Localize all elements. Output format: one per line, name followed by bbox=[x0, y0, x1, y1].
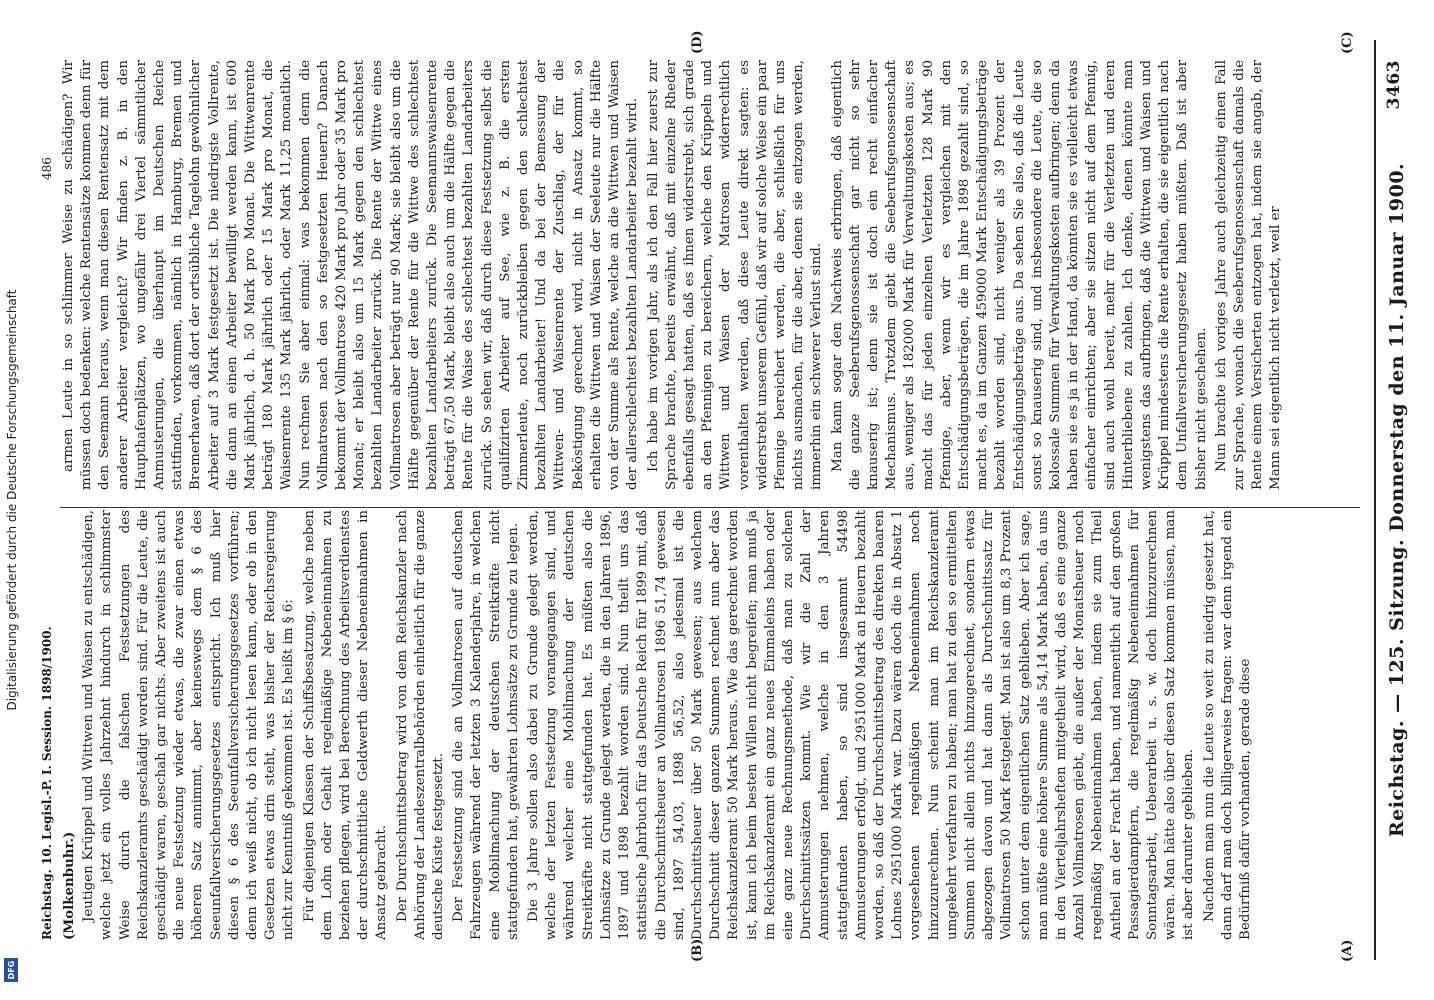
left-paragraph: Der Festsetzung sind die an Vollmatrosen auf deutschen Fahrzeugen während der letzten 3 Kalenderjahre, in welchen eine Mobilmachung der deutschen Streitkräfte nicht stattgefunden hat, gewährten Lohnsätze zu Grunde zu legen. bbox=[451, 510, 521, 940]
page-header bbox=[1380, 60, 1414, 940]
dfg-logo: DFG bbox=[4, 958, 18, 982]
speaker-name: (Molkenbuhr.) bbox=[61, 831, 77, 940]
left-paragraph: Der Durchschnittsbetrag wird von dem Reichskanzler nach Anhörung der Landeszentralbehörden einheitlich für die ganze deutsche Küste festgesetzt. bbox=[394, 510, 447, 940]
left-paragraph: Die 3 Jahre sollen also dabei zu Grunde gelegt werden, welche der letzten Festsetzung vorangegangen sind, und während welcher eine Mobilmachung der deutschen Streitkräfte nicht stattgefunden hat. Es müßten also die Lohnsätze zu Grunde gelegt werden, die in den Jahren 1896, 1897 und 1898 bezahlt worden sind. Nun theilt uns das statistische Jahrbuch für das Deutsche Reich für 1899 mit, daß die Durchschnittsheuer an Vollmatrosen 1896 51,74 gewesen sind, 1897 54,03, 1898 56,52, also jedesmal ist die Durchschnittsheuer über 50 Mark gewesen; aus welchem Durchschnitt dieser ganzen Summen rechnet nun aber das Reichskanzleramt 50 Mark heraus. Wie das gerechnet worden ist, kann ich beim besten Willen nicht begreifen; man muß ja im Reichskanzleramt ein ganz neues Einmaleins haben oder eine ganz neue Rechnungsmethode, daß man zu solchen Durchschnittssätzen kommt. Wie wir die Zahl der Anmusterungen nehmen, welche in den 3 Jahren stattgefunden haben, so sind insgesammt 54498 Anmusterungen erfolgt, und 2951000 Mark an Heuern bezahlt worden, so daß der Durchschnittsbetrag des direkten baaren Lohnes 2951000 Mark war. Dazu wären doch die in Absatz 1 vorgesehenen regelmäßigen Nebeneinnahmen noch hinzuzurechnen. Nun scheint man im Reichskanzleramt umgekehrt verfahren zu haben; man hat zu den so ermittelten Summen nicht allein nichts hinzugerechnet, sondern etwas abgezogen davon und hat dann als Durchschnittssatz für Vollmatrosen 50 Mark festgelegt. Man ist also um 8,3 Prozent schon unter dem eigentlichen Satz geblieben. Aber ich sage, man müßte eine höhere Summe als 54,14 Mark haben, da uns in den Vierteljahrsheften mitgetheilt wird, daß es eine ganze Anzahl Vollmatrosen giebt, die außer der Monatsheuer noch regelmäßig Nebeneinnahmen haben, indem sie zum Theil Antheil an der Fracht haben, und namentlich auf den großen Passagierdampfern, die regelmäßig Nebeneinnahmen für Sonntagsarbeit, Ueberarbeit u. s. w. doch hinzuzurechnen wären. Man hätte also über diesen Satz kommen müssen, man ist aber darunter geblieben. bbox=[526, 510, 1197, 940]
column-divider bbox=[60, 507, 1360, 508]
margin-mark-c: (C) bbox=[1340, 31, 1355, 54]
credit-text: Digitalisierung gefördert durch die Deutsche Forschungsgemeinschaft bbox=[5, 289, 19, 711]
left-paragraph: Für diejenigen Klassen der Schiffsbesatzung, welche neben dem Lohn oder Gehalt regelmäßige Nebeneinnahmen zu beziehen pflegen, wird bei Berechnung des Arbeitsverdienstes der durchschnittliche Geldwerth dieser Nebeneinnahmen in Ansatz gebracht. bbox=[301, 510, 390, 940]
header-title: Reichstag. — 125. Sitzung. Donnerstag den 11. Januar 1900. bbox=[1386, 162, 1408, 838]
digitization-credit bbox=[0, 0, 24, 1000]
margin-mark-b: (B) bbox=[690, 938, 705, 962]
left-paragraph: Nachdem man nun die Leute so weit zu niedrig gesetzt hat, dann darf man doch billigerweise fragen: war denn irgend ein Bedürfniß dafür vorhanden, gerade diese bbox=[1201, 510, 1253, 940]
left-column bbox=[60, 510, 1360, 940]
header-rule bbox=[1374, 40, 1376, 960]
footer-session-info: Reichstag. 10. Legisl.-P. I. Session. 1898/1900. bbox=[40, 626, 54, 940]
footer-page-number: 486 bbox=[40, 157, 54, 180]
left-paragraph: Jeutigen Krüppel und Wittwen und Waisen zu entschädigen, welche jetzt ein volles Jahrzehnt hindurch in schlimmster Weise durch die falschen Festsetzungen des Reichskanzleramts geschädigt worden sind. Für die Leute, die geschädigt waren, geschah gar nichts. Aber zweitens ist auch die neue Festsetzung wieder etwas, die zwar einen etwas höheren Satz annimmt, aber keineswegs dem § 6 des Seeunfallversicherungsgesetzes entspricht. Ich muß hier diesen § 6 des Seeunfallversicherungsgesetzes vorführen; denn ich weiß nicht, ob ich nicht lesen kann, oder ob in den Gesetzen etwas drin steht, was bisher der Reichsregierung nicht zur Kenntniß gekommen ist. Es heißt im § 6: bbox=[81, 510, 297, 940]
page-number: 3463 bbox=[1384, 60, 1404, 110]
margin-mark-a: (A) bbox=[1340, 939, 1355, 962]
right-paragraph: armen Leute in so schlimmer Weise zu schädigen? Wir müssen doch bedenken: welche Rentensätze kommen denn für den Seemann heraus, wenn man diesen Rentensatz mit dem anderer Arbeiter vergleicht? Wir finden z. B. in den Haupthafenplätzen, wo ungefähr drei Viertel sämmtlicher Anmusterungen, die überhaupt im Deutschen Reiche stattfinden, vorkommen, nämlich in Hamburg, Bremen und Bremerhaven, daß dort der ortsübliche Tagelohn gewöhnlicher Arbeiter auf 3 Mark festgesetzt ist. Die niedrigste Vollrente, die dann an einen Arbeiter bewilligt werden kann, ist 600 Mark jährlich, d. h. 50 Mark pro Monat. Die Wittwenrente beträgt 180 Mark jährlich oder 15 Mark pro Monat, die Waisenrente 135 Mark jährlich, oder Mark 11,25 monatlich. Nun rechnen Sie aber einmal: was bekommen denn die Vollmatrosen nach den so festgesetzten Heuern? Danach bekommt der Vollmatrose 420 Mark pro Jahr oder 35 Mark pro Monat; er bleibt also um 15 Mark gegen den schlechtest bezahlten Landarbeiter zurück. Die Rente der Wittwe eines Vollmatrosen aber beträgt nur 90 Mark; sie bleibt also um die Hälfte gegenüber der Rente für die Wittwe des schlechtest bezahlten Landarbeiters zurück. Die Seemannswaisenrente beträgt 67,50 Mark, bleibt also auch um die Hälfte gegen die Rente für die Waise des schlechtest bezahlten Landarbeiters zurück. So sehen wir, daß durch diese Festsetzung selbst die qualifizirten Arbeiter auf See, wie z. B. die ersten Zimmerleute, noch zurückbleiben gegen den schlechtest bezahlten Landarbeiter! Und da bei der Bemessung der Wittwen- und Waisenrente der Zuschlag, der für die Beköstigung gerechnet wird, nicht in Ansatz kommt, so erhalten die Wittwen und Waisen der Seeleute nur die Hälfte von der Summe als Rente, welche an die Wittwen und Waisen der allerschlechtest bezahlten Landarbeiter bezahlt wird. bbox=[61, 60, 641, 490]
margin-mark-d: (D) bbox=[690, 30, 705, 54]
right-paragraph: Ich habe im vorigen Jahr, als ich den Fall hier zuerst zur Sprache brachte, bereits erwähnt, daß mit einzelne Rheder ebenfalls gesagt hatten, daß es ihnen widerstrebt, sich grade an den Pfennigen zu bereichern, welche den Krüppeln und Wittwen und Waisen der Matrosen widerrechtlich vorenthalten werden, daß diese Leute direkt sagten: es widerstrebt unserem Gefühl, daß wir auf solche Weise ein paar Pfennige bereichert werden, die aber, schließlich für uns nichts ausmachen, für die aber, denen sie entzogen werden, immerhin ein schwerer Verlust sind. bbox=[645, 60, 825, 490]
right-paragraph: Nun brachte ich voriges Jahre auch gleichzeitig einen Fall zur Sprache, wonach die Seeberufsgenossenschaft damals die Rente einem Versicherten entzogen hat, indem sie angab, der Mann sei eigentlich nicht verletzt, weil er bbox=[1213, 60, 1284, 490]
right-column bbox=[60, 60, 1360, 490]
right-paragraph: Man kann sogar den Nachweis erbringen, daß eigentlich die ganze Seeberufsgenossenschaft gar nicht so sehr knauserig ist; denn sie ist doch ein recht einfacher Mechanismus. Trotzdem giebt die Seeberufsgenossenschaft aus, weniger als 182000 Mark für Verwaltungskosten aus; es macht das für jeden einzelnen Verletzten 128 Mark 90 Pfennige, aber, wenn wir es vergleichen mit den Entschädigungsbeträgen, die im Jahre 1898 gezahlt sind, so macht es, da im Ganzen 459000 Mark Entschädigungsbeträge bezahlt worden sind, nicht weniger als 39 Prozent der Entschädigungsbeträge aus. Da sehen Sie also, daß die Leute sonst so knauserig sind, und insbesondere die Leute, die so kolossale Summen für Verwaltungskosten aufbringen; denn da haben sie es ja in der Hand, da könnten sie es vielleicht etwas einfacher einrichten; aber sie sitzen nicht auf dem Pfennig, sind auch wohl bereit, mehr für die Verletzten und deren Hinterbliebene zu zahlen. Ich denke, denen könnte man wenigstens das aufbringen, daß die Wittwen und Waisen und Krüppel mindestens die Rente erhalten, die sie eigentlich nach dem Unfallversicherungsgesetz haben müßten. Daß ist aber bisher nicht geschehen. bbox=[829, 60, 1209, 490]
